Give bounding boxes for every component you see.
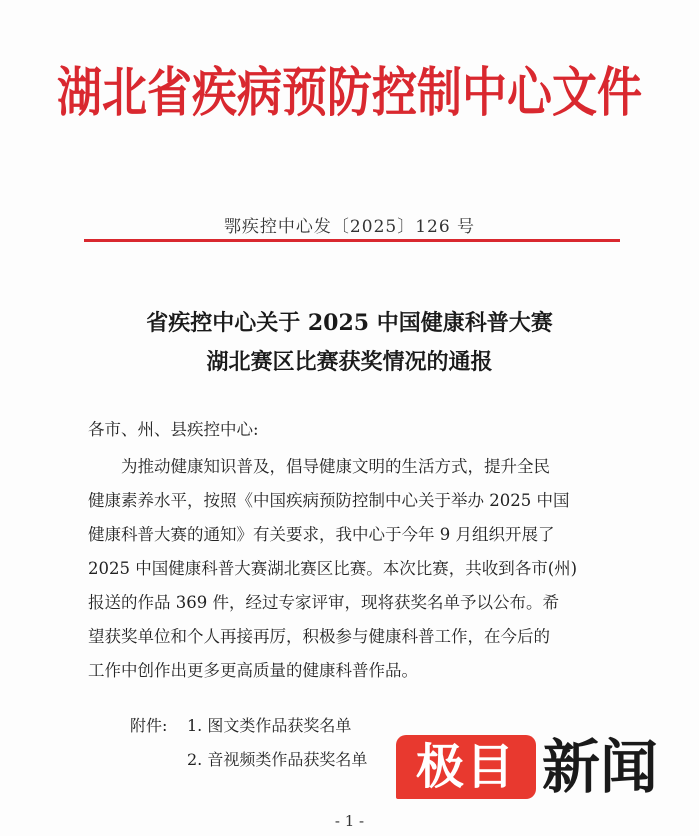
attachment-item: 2. 音视频类作品获奖名单 [187,750,368,769]
paragraph-line: 健康素养水平，按照《中国疾病预防控制中心关于举办 2025 中国 [88,491,570,510]
paragraph-line: 望获奖单位和个人再接再厉，积极参与健康科普工作，在今后的 [88,627,550,646]
watermark-logo [396,733,686,803]
main-title-line-2: 湖北赛区比赛获奖情况的通报 [206,349,493,375]
paragraph-line: 健康科普大赛的通知》有关要求，我中心于今年 9 月组织开展了 [88,525,555,544]
paragraph-line: 工作中创作出更多更高质量的健康科普作品。 [88,661,418,680]
watermark-logo-badge [396,735,536,799]
document-number: 鄂疾控中心发〔2025〕126 号 [223,217,476,237]
attachment-item: 1. 图文类作品获奖名单 [187,716,352,735]
document-header-title: 湖北省疾病预防控制中心文件 [56,60,642,124]
salutation: 各市、州、县疾控中心: [88,420,259,439]
paragraph-line: 为推动健康知识普及，倡导健康文明的生活方式，提升全民 [88,457,550,476]
header-divider [84,239,620,242]
page-number: - 1 - [334,812,365,830]
watermark-logo-text: 新闻 [542,733,659,801]
paragraph-line: 报送的作品 369 件，经过专家评审，现将获奖名单予以公布。希 [88,593,559,612]
paragraph-line: 2025 中国健康科普大赛湖北赛区比赛。本次比赛，共收到各市(州) [88,559,578,578]
main-title-line-1: 省疾控中心关于 2025 中国健康科普大赛 [146,310,553,336]
watermark-logo-badge-text: 极目 [415,739,516,795]
attachments-label: 附件: [130,716,168,735]
